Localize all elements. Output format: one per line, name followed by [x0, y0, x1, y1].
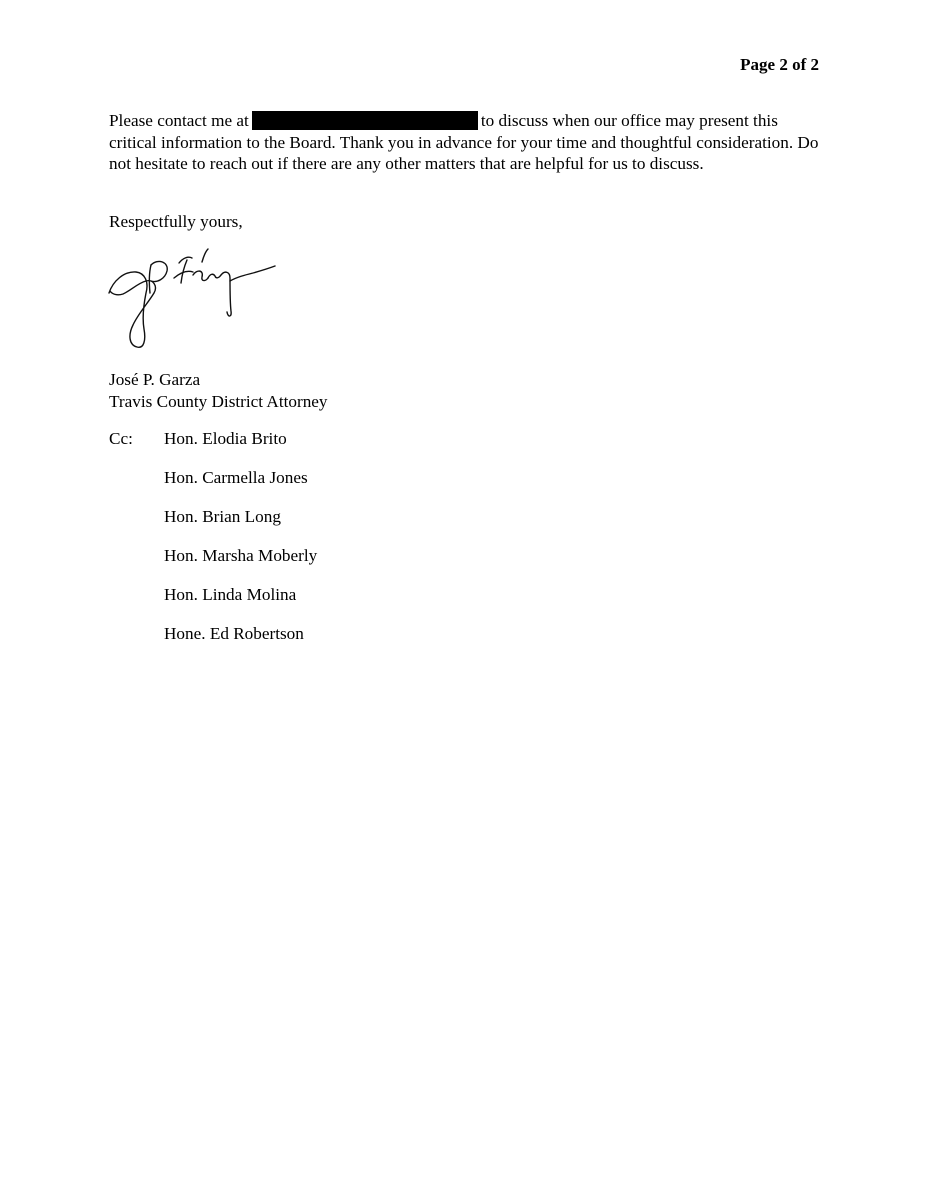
- cc-recipient: Hon. Brian Long: [164, 507, 281, 527]
- body-text-end: to discuss when our office may present this critical information to the Board. Thank you in advance for your time and thoughtful consideration. Do not hesitate to reach out if there are any other matters that are helpful for us to discuss.: [109, 111, 819, 173]
- body-paragraph: [109, 110, 824, 175]
- cc-recipient: Hon. Elodia Brito: [164, 429, 287, 448]
- cc-recipient: Hone. Ed Robertson: [164, 624, 304, 644]
- cc-recipient: Hon. Linda Molina: [164, 585, 297, 605]
- closing-salutation: Respectfully yours,: [109, 212, 243, 231]
- cc-list: [164, 429, 317, 664]
- cc-label: Cc:: [109, 429, 133, 448]
- signature-icon: [104, 245, 279, 355]
- page-number: Page 2 of 2: [740, 55, 819, 74]
- signer-name: José P. Garza: [109, 370, 201, 389]
- body-text-start: Please contact me at: [109, 111, 249, 130]
- redaction-bar: [252, 111, 478, 130]
- signer-title: Travis County District Attorney: [109, 391, 328, 411]
- signer-block: [109, 369, 328, 412]
- cc-recipient: Hon. Carmella Jones: [164, 468, 308, 488]
- cc-recipient: Hon. Marsha Moberly: [164, 546, 318, 566]
